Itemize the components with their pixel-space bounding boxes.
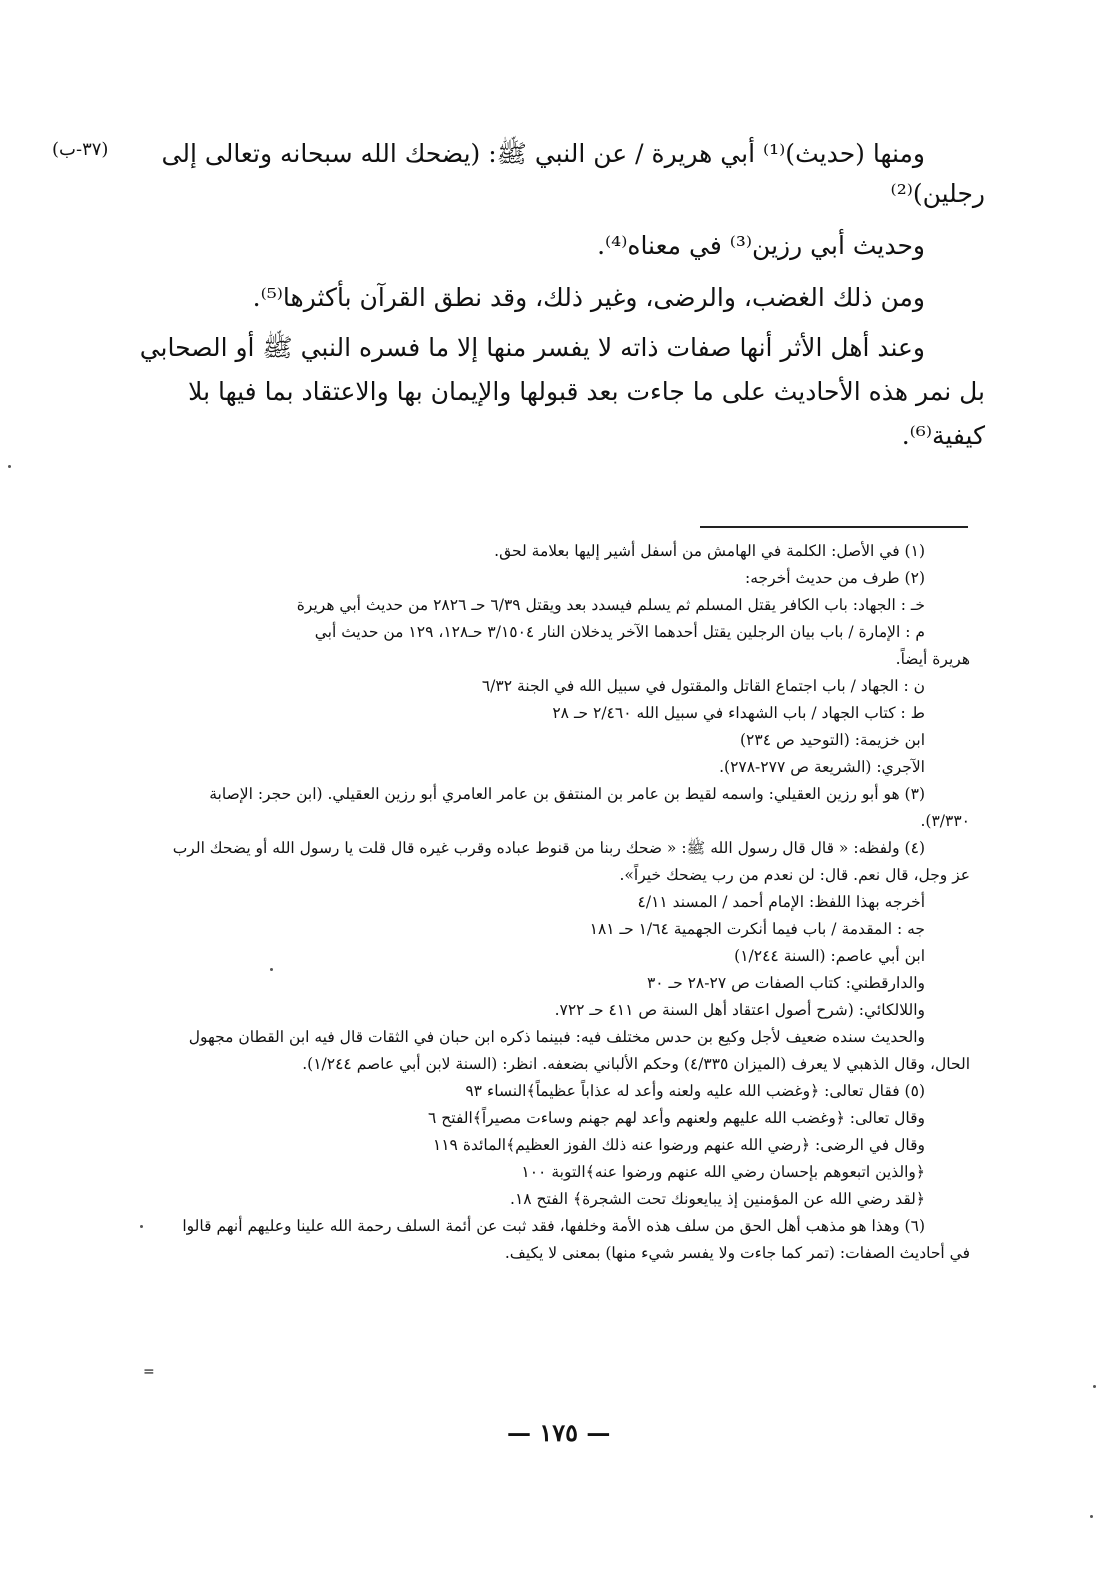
footnote-line: وقال في الرضى: ﴿رضي الله عنهم ورضوا عنه ذلك الفوز العظيم﴾المائدة ١١٩	[432, 1136, 925, 1154]
footnote-line: (٢) طرف من حديث أخرجه:	[744, 569, 925, 587]
footnote-line: ﴿لقد رضي الله عن المؤمنين إذ يبايعونك تحت الشجرة﴾ الفتح ١٨.	[510, 1190, 925, 1208]
footnote-line: خـ : الجهاد: باب الكافر يقتل المسلم ثم يسلم فيسدد بعد ويقتل ٦/٣٩ حـ ٢٨٢٦ من حديث أبي هريرة	[296, 596, 925, 614]
scan-speck	[1090, 1515, 1093, 1518]
scan-speck	[1093, 1385, 1096, 1388]
footnote-line: الحال، وقال الذهبي لا يعرف (الميزان ٤/٣٣٥) وحكم الألباني بضعفه. انظر: (السنة لابن أبي عاصم ١/٢٤٤).	[302, 1055, 970, 1073]
footnote-line: هريرة أيضاً.	[895, 650, 970, 668]
main-text	[140, 132, 985, 458]
footnote-line: ابن أبي عاصم: (السنة ١/٢٤٤)	[734, 947, 925, 965]
body-line: كيفية⁽⁶⁾.	[901, 421, 985, 450]
body-line: رجلين)⁽²⁾	[890, 179, 985, 208]
body-line: بل نمر هذه الأحاديث على ما جاءت بعد قبولها والإيمان بها والاعتقاد بما فيها بلا	[188, 377, 985, 406]
body-line: ومنها (حديث)⁽¹⁾ أبي هريرة / عن النبي ﷺ: (يضحك الله سبحانه وتعالى إلى	[161, 139, 925, 168]
footnote-line: (٤) ولفظه: « قال قال رسول الله ﷺ: « ضحك ربنا من قنوط عباده وقرب غيره قال قلت يا رسول الله أو يضحك الرب	[172, 839, 925, 857]
footnote-line: ط : كتاب الجهاد / باب الشهداء في سبيل الله ٢/٤٦٠ حـ ٢٨	[552, 704, 925, 722]
footnote-line: (٦) وهذا هو مذهب أهل الحق من سلف هذه الأمة وخلفها، فقد ثبت عن أئمة السلف رحمة الله علينا وعليهم أنهم قالوا	[182, 1217, 925, 1235]
scan-speck	[8, 465, 11, 468]
footnote-line: في أحاديث الصفات: (تمر كما جاءت ولا يفسر شيء منها) بمعنى لا يكيف.	[504, 1244, 970, 1262]
footnote-line: (١) في الأصل: الكلمة في الهامش من أسفل أشير إليها بعلامة لحق.	[494, 542, 925, 560]
scan-speck	[270, 968, 273, 971]
footnote-line: أخرجه بهذا اللفظ: الإمام أحمد / المسند ٤/١١	[637, 893, 925, 911]
body-line: وحديث أبي رزين⁽³⁾ في معناه⁽⁴⁾.	[597, 231, 925, 260]
page-number: — ١٧٥ —	[507, 1418, 611, 1447]
margin-folio-note: (٣٧-ب)	[52, 139, 109, 160]
footnote-line: (٥) فقال تعالى: ﴿وغضب الله عليه ولعنه وأعد له عذاباً عظيماً﴾النساء ٩٣	[465, 1082, 925, 1100]
footnotes	[140, 538, 970, 1267]
footnote-line: ٣/٣٣٠).	[920, 812, 970, 830]
footnote-line: ﴿والذين اتبعوهم بإحسان رضي الله عنهم ورضوا عنه﴾التوبة ١٠٠	[521, 1163, 925, 1181]
footnote-line: ابن خزيمة: (التوحيد ص ٢٣٤)	[739, 731, 925, 749]
footnote-line: واللالكائي: (شرح أصول اعتقاد أهل السنة ص ٤١١ حـ ٧٢٢.	[554, 1001, 925, 1019]
footnote-line: ن : الجهاد / باب اجتماع القاتل والمقتول في سبيل الله في الجنة ٦/٣٢	[481, 677, 925, 695]
footnote-line: م : الإمارة / باب بيان الرجلين يقتل أحدهما الآخر يدخلان النار ٣/١٥٠٤ حـ١٢٨، ١٢٩ من حديث أبي	[314, 623, 925, 641]
footnote-separator	[700, 526, 968, 528]
footnote-line: والدارقطني: كتاب الصفات ص ٢٧-٢٨ حـ ٣٠	[646, 974, 925, 992]
body-line: ومن ذلك الغضب، والرضى، وغير ذلك، وقد نطق القرآن بأكثرها⁽⁵⁾.	[252, 283, 925, 312]
footnote-line: والحديث سنده ضعيف لأجل وكيع بن حدس مختلف فيه: فبينما ذكره ابن حبان في الثقات قال فيه ابن القطان مجهول	[188, 1028, 925, 1046]
footnote-line: جه : المقدمة / باب فيما أنكرت الجهمية ١/٦٤ حـ ١٨١	[589, 920, 925, 938]
footnote-line: عز وجل، قال نعم. قال: لن نعدم من رب يضحك خيراً».	[619, 866, 970, 884]
footnote-line: الآجري: (الشريعة ص ٢٧٧-٢٧٨).	[719, 758, 925, 776]
footnote-line: وقال تعالى: ﴿وغضب الله عليهم ولعنهم وأعد لهم جهنم وساءت مصيراً﴾الفتح ٦	[428, 1109, 925, 1127]
body-line: وعند أهل الأثر أنها صفات ذاته لا يفسر منها إلا ما فسره النبي ﷺ أو الصحابي	[139, 333, 925, 362]
footnote-line: (٣) هو أبو رزين العقيلي: واسمه لقيط بن عامر بن المنتفق بن عامر العامري أبو رزين العقيلي. (ابن حجر: الإصابة	[209, 785, 925, 803]
scan-speck	[140, 1225, 143, 1228]
continuation-mark: =	[143, 1364, 155, 1380]
